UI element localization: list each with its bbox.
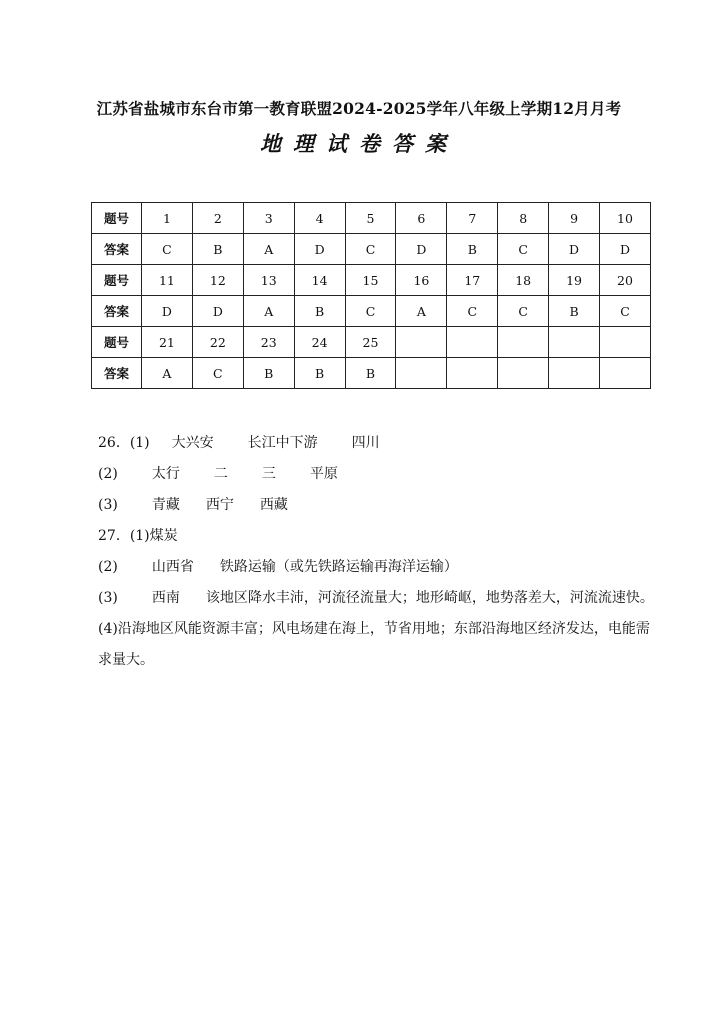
question-number-cell: 25: [345, 327, 396, 358]
q26-answer: 西宁: [205, 497, 234, 513]
row-label: 答案: [92, 296, 142, 327]
question-number-cell: 5: [345, 203, 396, 234]
answer-cell: [447, 358, 498, 389]
question-number-cell: 4: [294, 203, 345, 234]
row-label: 答案: [92, 234, 142, 265]
answer-cell: D: [396, 234, 447, 265]
q26-answer: 长江中下游: [247, 435, 318, 451]
q26-answer: 大兴安: [171, 435, 214, 451]
q26-answer: 四川: [351, 435, 380, 451]
answer-cell: C: [600, 296, 651, 327]
answer-cell: D: [549, 234, 600, 265]
question-number-cell: 15: [345, 265, 396, 296]
answer-cell: B: [243, 358, 294, 389]
answer-cell: A: [396, 296, 447, 327]
q26-answer: 青藏: [151, 497, 180, 513]
q26-answer: 三: [261, 466, 276, 482]
question-number-row: [92, 203, 651, 234]
question-number-cell: 14: [294, 265, 345, 296]
q27-answer: 西南: [151, 590, 180, 606]
answer-row: [92, 234, 651, 265]
question-number-cell: 11: [142, 265, 193, 296]
question-number-cell: 6: [396, 203, 447, 234]
q27-part4: (4)沿海地区风能资源丰富；风电场建在海上，节省用地；东部沿海地区经济发达，电能需求量大。: [98, 621, 650, 668]
q26-answer: 二: [213, 466, 228, 482]
q26-part2: [98, 459, 658, 490]
answer-cell: D: [142, 296, 193, 327]
question-number-cell: 13: [243, 265, 294, 296]
question-number-cell: 18: [498, 265, 549, 296]
q27-part3: [98, 583, 658, 614]
row-label: 题号: [92, 327, 142, 358]
q26-number: 26．(1): [98, 435, 150, 451]
answer-cell: C: [345, 296, 396, 327]
row-label: 题号: [92, 203, 142, 234]
page-subtitle: 地理试卷答案: [260, 131, 458, 156]
answer-cell: [600, 358, 651, 389]
answer-cell: [549, 358, 600, 389]
part-label: (2): [98, 559, 118, 575]
row-label: 答案: [92, 358, 142, 389]
question-number-cell: 19: [549, 265, 600, 296]
question-number-cell: 20: [600, 265, 651, 296]
question-number-cell: [498, 327, 549, 358]
question-number-cell: 16: [396, 265, 447, 296]
question-number-cell: 10: [600, 203, 651, 234]
answer-cell: A: [243, 234, 294, 265]
q26-answer: 平原: [309, 466, 338, 482]
part-label: (2): [98, 466, 118, 482]
answer-table: [91, 202, 651, 389]
question-number-cell: 17: [447, 265, 498, 296]
question-number-cell: 2: [192, 203, 243, 234]
q26-answer: 太行: [151, 466, 180, 482]
q27-part1: [98, 521, 658, 552]
answer-row: [92, 358, 651, 389]
written-answers: [98, 428, 658, 676]
part-label: (3): [98, 590, 118, 606]
page-title: 江苏省盐城市东台市第一教育联盟2024-2025学年八年级上学期12月月考: [96, 99, 622, 118]
question-number-cell: 24: [294, 327, 345, 358]
answer-cell: B: [192, 234, 243, 265]
answer-row: [92, 296, 651, 327]
q27-answer: 该地区降水丰沛，河流径流量大；地形崎岖，地势落差大，河流流速快。: [205, 590, 654, 606]
answer-cell: B: [345, 358, 396, 389]
question-number-cell: [549, 327, 600, 358]
question-number-cell: 12: [192, 265, 243, 296]
question-number-cell: 1: [142, 203, 193, 234]
question-number-row: [92, 327, 651, 358]
question-number-cell: 23: [243, 327, 294, 358]
question-number-cell: 22: [192, 327, 243, 358]
answer-cell: B: [549, 296, 600, 327]
q27-answer: 铁路运输（或先铁路运输再海洋运输）: [219, 559, 458, 575]
question-number-cell: [447, 327, 498, 358]
question-number-cell: 3: [243, 203, 294, 234]
question-number-cell: 21: [142, 327, 193, 358]
answer-cell: C: [498, 296, 549, 327]
question-number-cell: 7: [447, 203, 498, 234]
answer-cell: D: [192, 296, 243, 327]
answer-cell: B: [294, 358, 345, 389]
q27-part2: [98, 552, 658, 583]
question-number-cell: [600, 327, 651, 358]
answer-cell: A: [142, 358, 193, 389]
answer-cell: C: [142, 234, 193, 265]
q26-part1: [98, 428, 658, 459]
row-label: 题号: [92, 265, 142, 296]
q26-part3: [98, 490, 658, 521]
question-number-row: [92, 265, 651, 296]
q27-answer: 山西省: [151, 559, 194, 575]
answer-cell: [498, 358, 549, 389]
answer-cell: B: [294, 296, 345, 327]
q27-number: 27．(1)煤炭: [98, 528, 178, 544]
answer-cell: B: [447, 234, 498, 265]
question-number-cell: [396, 327, 447, 358]
answer-cell: C: [192, 358, 243, 389]
answer-cell: C: [447, 296, 498, 327]
answer-cell: [396, 358, 447, 389]
answer-cell: C: [498, 234, 549, 265]
answer-cell: A: [243, 296, 294, 327]
question-number-cell: 8: [498, 203, 549, 234]
answer-cell: C: [345, 234, 396, 265]
part-label: (3): [98, 497, 118, 513]
answer-cell: D: [294, 234, 345, 265]
question-number-cell: 9: [549, 203, 600, 234]
answer-cell: D: [600, 234, 651, 265]
q26-answer: 西藏: [259, 497, 288, 513]
